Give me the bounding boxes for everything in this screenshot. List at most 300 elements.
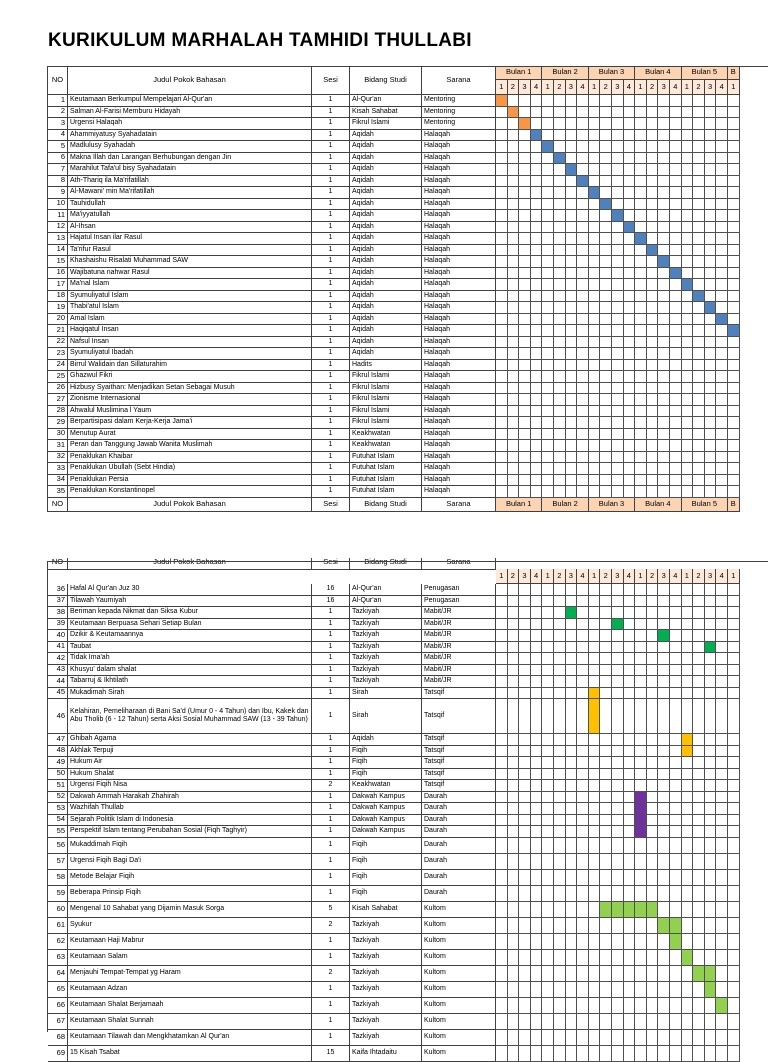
table-cell-sarana: Kultom (422, 1046, 496, 1062)
gantt-cell (658, 291, 670, 303)
gantt-cell (600, 1046, 612, 1062)
gantt-cell (635, 1014, 647, 1030)
table-cell-no: 16 (48, 268, 68, 280)
gantt-cell (531, 676, 543, 688)
gantt-cell (496, 394, 508, 406)
gantt-cell (554, 394, 566, 406)
gantt-bar (589, 699, 601, 734)
gantt-cell (554, 982, 566, 998)
gantt-cell (658, 348, 670, 360)
table-cell-judul: Peran dan Tanggung Jawab Wanita Muslimah (68, 440, 312, 452)
gantt-cell (635, 676, 647, 688)
gantt-cell (612, 222, 624, 234)
table-cell-judul: Ghibah Agama (68, 734, 312, 746)
gantt-cell (566, 302, 578, 314)
gantt-cell (531, 653, 543, 665)
gantt-cell (496, 734, 508, 746)
gantt-bar (682, 734, 694, 746)
gantt-cell (577, 688, 589, 700)
table-cell-bidang: Aqidah (350, 268, 422, 280)
gantt-cell (589, 734, 601, 746)
table-cell-no: 30 (48, 429, 68, 441)
gantt-cell (542, 780, 554, 792)
gantt-cell (577, 118, 589, 130)
gantt-cell (624, 256, 636, 268)
table-cell-sarana: Halaqah (422, 164, 496, 176)
table-left-border (47, 67, 48, 512)
gantt-bar (635, 803, 647, 815)
header-sesi (312, 558, 350, 570)
gantt-cell (705, 314, 717, 326)
table-cell-judul: Ta'rifur Rasul (68, 245, 312, 257)
gantt-cell (658, 141, 670, 153)
gantt-cell (624, 982, 636, 998)
gantt-cell (693, 1046, 705, 1062)
table-cell-bidang: Aqidah (350, 187, 422, 199)
gantt-cell (554, 1046, 566, 1062)
gantt-cell (531, 918, 543, 934)
table-cell-no: 15 (48, 256, 68, 268)
gantt-cell (693, 394, 705, 406)
gantt-cell (693, 665, 705, 677)
gantt-cell (647, 596, 659, 608)
gantt-cell (716, 360, 728, 372)
gantt-cell (716, 966, 728, 982)
gantt-cell (728, 394, 740, 406)
table-cell-sesi: 1 (312, 302, 350, 314)
gantt-cell (566, 780, 578, 792)
gantt-cell (600, 1030, 612, 1046)
table-cell-no: 56 (48, 838, 68, 854)
table-cell-no: 39 (48, 619, 68, 631)
gantt-cell (647, 279, 659, 291)
table-cell-sesi: 1 (312, 653, 350, 665)
gantt-cell (705, 268, 717, 280)
table-cell-sesi: 1 (312, 245, 350, 257)
gantt-cell (589, 348, 601, 360)
table-cell-sesi: 16 (312, 584, 350, 596)
gantt-cell (496, 164, 508, 176)
gantt-cell (658, 757, 670, 769)
gantt-cell (647, 118, 659, 130)
gantt-cell (554, 337, 566, 349)
gantt-cell (519, 619, 531, 631)
table-cell-no: 67 (48, 1014, 68, 1030)
gantt-cell (577, 130, 589, 142)
gantt-cell (542, 998, 554, 1014)
gantt-cell (682, 699, 694, 734)
gantt-cell (670, 256, 682, 268)
gantt-cell (600, 792, 612, 804)
gantt-cell (508, 630, 520, 642)
table-cell-bidang: Dakwah Kampus (350, 792, 422, 804)
gantt-cell (566, 371, 578, 383)
week-header: 4 (531, 569, 543, 584)
gantt-cell (635, 838, 647, 854)
gantt-cell (658, 164, 670, 176)
week-header: 4 (624, 80, 636, 95)
week-header: 1 (496, 80, 508, 95)
gantt-cell (647, 934, 659, 950)
gantt-cell (647, 141, 659, 153)
table-cell-bidang: Dakwah Kampus (350, 815, 422, 827)
gantt-cell (693, 176, 705, 188)
gantt-cell (682, 757, 694, 769)
gantt-cell (624, 371, 636, 383)
gantt-cell (693, 803, 705, 815)
table-cell-no: 58 (48, 870, 68, 886)
gantt-cell (728, 757, 740, 769)
gantt-cell (496, 475, 508, 487)
gantt-cell (647, 792, 659, 804)
table-cell-sarana: Kultom (422, 1030, 496, 1046)
gantt-cell (624, 934, 636, 950)
gantt-cell (600, 141, 612, 153)
gantt-cell (519, 757, 531, 769)
gantt-cell (496, 463, 508, 475)
gantt-cell (554, 164, 566, 176)
gantt-cell (519, 187, 531, 199)
gantt-cell (658, 302, 670, 314)
gantt-cell (647, 130, 659, 142)
gantt-cell (496, 337, 508, 349)
gantt-cell (682, 998, 694, 1014)
gantt-cell (589, 596, 601, 608)
gantt-cell (647, 918, 659, 934)
gantt-cell (612, 95, 624, 107)
gantt-cell (658, 815, 670, 827)
table-cell-judul: Al-Mawani' min Ma'rifatillah (68, 187, 312, 199)
gantt-cell (682, 982, 694, 998)
gantt-cell (658, 653, 670, 665)
gantt-cell (566, 360, 578, 372)
gantt-cell (519, 699, 531, 734)
gantt-cell (670, 314, 682, 326)
gantt-cell (728, 676, 740, 688)
gantt-cell (566, 199, 578, 211)
gantt-cell (670, 854, 682, 870)
gantt-cell (531, 452, 543, 464)
gantt-cell (624, 176, 636, 188)
gantt-cell (705, 665, 717, 677)
gantt-cell (682, 642, 694, 654)
gantt-cell (716, 187, 728, 199)
gantt-cell (531, 199, 543, 211)
table-cell-bidang: Tazkiyah (350, 676, 422, 688)
gantt-cell (682, 187, 694, 199)
gantt-cell (577, 607, 589, 619)
gantt-cell (682, 164, 694, 176)
gantt-cell (705, 734, 717, 746)
gantt-cell (705, 348, 717, 360)
week-header: 2 (554, 569, 566, 584)
week-header: 1 (542, 80, 554, 95)
header-bidang: Bidang Studi (350, 66, 422, 95)
gantt-cell (693, 429, 705, 441)
table-cell-sesi: 1 (312, 153, 350, 165)
gantt-cell (531, 826, 543, 838)
gantt-cell (705, 607, 717, 619)
gantt-cell (542, 153, 554, 165)
table-cell-judul: Birrul Walidain dan Sillaturahim (68, 360, 312, 372)
gantt-cell (728, 746, 740, 758)
gantt-cell (658, 870, 670, 886)
gantt-cell (600, 394, 612, 406)
gantt-cell (554, 886, 566, 902)
gantt-cell (589, 792, 601, 804)
gantt-cell (566, 584, 578, 596)
table-cell-bidang: Sirah (350, 699, 422, 734)
gantt-bar (705, 966, 717, 982)
table-cell-bidang: Kisah Sahabat (350, 902, 422, 918)
gantt-cell (542, 440, 554, 452)
gantt-bar (670, 268, 682, 280)
table-cell-bidang: Aqidah (350, 314, 422, 326)
gantt-cell (519, 607, 531, 619)
gantt-cell (589, 245, 601, 257)
gantt-cell (705, 463, 717, 475)
gantt-cell (624, 619, 636, 631)
table-cell-bidang: Tazkiyah (350, 619, 422, 631)
gantt-cell (554, 596, 566, 608)
gantt-cell (716, 854, 728, 870)
table-cell-sarana: Halaqah (422, 337, 496, 349)
gantt-cell (600, 210, 612, 222)
gantt-cell (531, 934, 543, 950)
gantt-cell (589, 164, 601, 176)
gantt-cell (647, 676, 659, 688)
gantt-cell (600, 950, 612, 966)
gantt-cell (589, 210, 601, 222)
gantt-cell (716, 607, 728, 619)
table-cell-judul: Tidak Ima'ah (68, 653, 312, 665)
gantt-cell (531, 268, 543, 280)
gantt-cell (519, 1046, 531, 1062)
gantt-cell (693, 406, 705, 418)
table-cell-no: 47 (48, 734, 68, 746)
gantt-cell (682, 302, 694, 314)
gantt-cell (612, 826, 624, 838)
gantt-cell (508, 934, 520, 950)
table-cell-no: 63 (48, 950, 68, 966)
gantt-cell (600, 475, 612, 487)
gantt-cell (612, 141, 624, 153)
gantt-cell (531, 838, 543, 854)
gantt-cell (682, 383, 694, 395)
gantt-cell (496, 371, 508, 383)
table-cell-sarana: Kultom (422, 934, 496, 950)
gantt-cell (589, 314, 601, 326)
gantt-cell (670, 394, 682, 406)
gantt-cell (647, 642, 659, 654)
gantt-cell (508, 596, 520, 608)
gantt-cell (496, 870, 508, 886)
gantt-cell (728, 630, 740, 642)
gantt-cell (508, 746, 520, 758)
table-cell-sarana: Halaqah (422, 325, 496, 337)
table-cell-bidang: Aqidah (350, 199, 422, 211)
gantt-cell (531, 769, 543, 781)
gantt-cell (647, 838, 659, 854)
gantt-cell (508, 245, 520, 257)
gantt-cell (682, 222, 694, 234)
gantt-cell (496, 107, 508, 119)
gantt-cell (728, 792, 740, 804)
table-cell-sesi: 1 (312, 475, 350, 487)
gantt-cell (577, 302, 589, 314)
gantt-cell (658, 268, 670, 280)
table-cell-bidang: Fiqih (350, 838, 422, 854)
gantt-cell (554, 463, 566, 475)
week-header: 4 (716, 569, 728, 584)
gantt-cell (566, 256, 578, 268)
gantt-cell (682, 256, 694, 268)
gantt-cell (589, 394, 601, 406)
gantt-cell (577, 222, 589, 234)
gantt-cell (589, 918, 601, 934)
gantt-cell (728, 826, 740, 838)
gantt-cell (531, 463, 543, 475)
gantt-cell (566, 486, 578, 498)
gantt-cell (508, 688, 520, 700)
gantt-cell (577, 475, 589, 487)
gantt-cell (566, 950, 578, 966)
gantt-cell (658, 394, 670, 406)
gantt-cell (693, 325, 705, 337)
table-cell-bidang: Aqidah (350, 245, 422, 257)
gantt-cell (635, 463, 647, 475)
gantt-cell (693, 826, 705, 838)
gantt-cell (716, 107, 728, 119)
gantt-cell (554, 966, 566, 982)
gantt-cell (496, 902, 508, 918)
gantt-cell (519, 337, 531, 349)
gantt-cell (612, 279, 624, 291)
gantt-cell (624, 245, 636, 257)
table-cell-sarana: Kultom (422, 950, 496, 966)
gantt-cell (635, 982, 647, 998)
gantt-cell (589, 630, 601, 642)
gantt-cell (566, 803, 578, 815)
gantt-cell (554, 210, 566, 222)
gantt-cell (693, 118, 705, 130)
gantt-cell (728, 417, 740, 429)
gantt-cell (647, 199, 659, 211)
gantt-cell (554, 653, 566, 665)
gantt-cell (589, 486, 601, 498)
gantt-cell (682, 475, 694, 487)
gantt-cell (647, 950, 659, 966)
gantt-cell (728, 584, 740, 596)
week-header: 3 (658, 80, 670, 95)
gantt-cell (635, 870, 647, 886)
gantt-cell (624, 1046, 636, 1062)
gantt-cell (542, 325, 554, 337)
gantt-cell (577, 314, 589, 326)
gantt-cell (577, 406, 589, 418)
gantt-cell (577, 780, 589, 792)
gantt-cell (705, 210, 717, 222)
table-cell-no: 22 (48, 337, 68, 349)
gantt-cell (496, 486, 508, 498)
table-cell-judul: Hafal Al Qur'an Juz 30 (68, 584, 312, 596)
gantt-cell (635, 934, 647, 950)
gantt-cell (531, 210, 543, 222)
table-cell-bidang: Aqidah (350, 176, 422, 188)
gantt-cell (658, 769, 670, 781)
gantt-cell (635, 268, 647, 280)
gantt-cell (600, 934, 612, 950)
gantt-cell (693, 792, 705, 804)
table-cell-sarana: Halaqah (422, 452, 496, 464)
gantt-cell (693, 107, 705, 119)
gantt-cell (682, 394, 694, 406)
gantt-cell (612, 383, 624, 395)
table-cell-no: 28 (48, 406, 68, 418)
gantt-cell (635, 486, 647, 498)
gantt-cell (670, 325, 682, 337)
gantt-cell (647, 314, 659, 326)
gantt-cell (566, 699, 578, 734)
gantt-cell (693, 130, 705, 142)
table-cell-sesi: 1 (312, 982, 350, 998)
gantt-cell (496, 815, 508, 827)
table-cell-sarana: Halaqah (422, 199, 496, 211)
gantt-cell (496, 452, 508, 464)
gantt-cell (577, 291, 589, 303)
gantt-cell (647, 630, 659, 642)
gantt-cell (635, 141, 647, 153)
header-no (48, 558, 68, 570)
gantt-cell (554, 1014, 566, 1030)
gantt-cell (728, 653, 740, 665)
gantt-bar (496, 95, 508, 107)
gantt-cell (635, 886, 647, 902)
gantt-cell (716, 463, 728, 475)
gantt-cell (670, 406, 682, 418)
week-header: 4 (670, 569, 682, 584)
gantt-cell (577, 838, 589, 854)
gantt-cell (508, 176, 520, 188)
gantt-cell (670, 966, 682, 982)
table-cell-no: 66 (48, 998, 68, 1014)
table-cell-no: 25 (48, 371, 68, 383)
gantt-cell (531, 966, 543, 982)
table-cell-bidang: Al-Qur'an (350, 584, 422, 596)
gantt-cell (589, 854, 601, 870)
gantt-bar (658, 256, 670, 268)
table-cell-judul: Menutup Aurat (68, 429, 312, 441)
gantt-cell (589, 1014, 601, 1030)
gantt-cell (496, 1030, 508, 1046)
week-header: 3 (519, 80, 531, 95)
table-cell-sarana: Halaqah (422, 440, 496, 452)
gantt-cell (600, 348, 612, 360)
gantt-cell (566, 406, 578, 418)
table-cell-judul: Keutamaan Salam (68, 950, 312, 966)
table-cell-no: 61 (48, 918, 68, 934)
gantt-cell (635, 746, 647, 758)
gantt-cell (716, 653, 728, 665)
gantt-cell (531, 886, 543, 902)
gantt-cell (612, 486, 624, 498)
gantt-cell (647, 383, 659, 395)
gantt-cell (554, 1030, 566, 1046)
gantt-cell (519, 1014, 531, 1030)
table-cell-sarana: Halaqah (422, 268, 496, 280)
gantt-cell (705, 371, 717, 383)
table-top-border (47, 561, 768, 562)
